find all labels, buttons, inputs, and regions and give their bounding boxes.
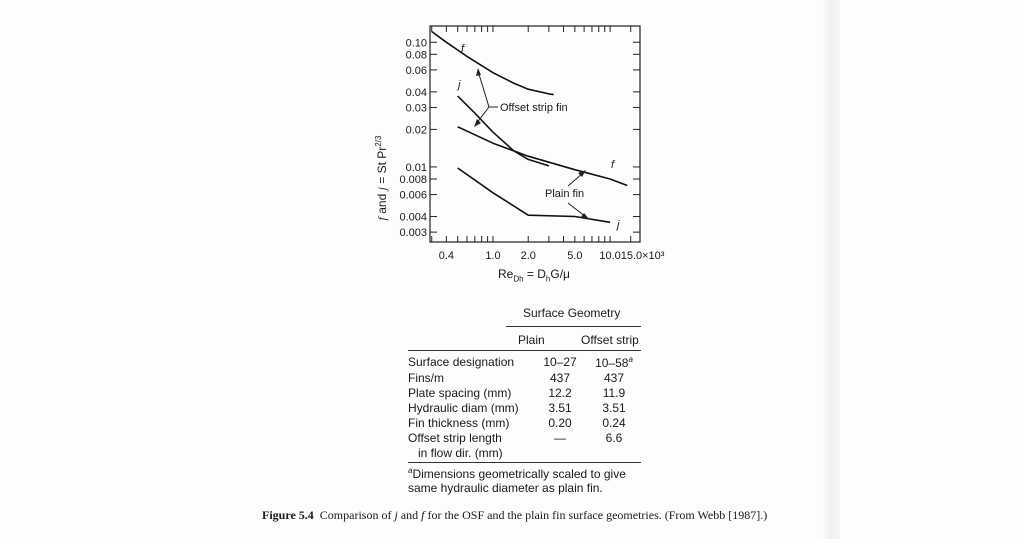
table-footnote-line2: same hydraulic diameter as plain fin. bbox=[408, 481, 603, 495]
y-tick-label: 0.04 bbox=[405, 86, 427, 99]
cell-offset-plate-spacing: 11.9 bbox=[602, 386, 626, 400]
annotation-offset-strip-fin: Offset strip fin bbox=[500, 102, 568, 114]
series-label-offset-f: f bbox=[461, 43, 465, 55]
y-tick-label: 0.06 bbox=[405, 64, 427, 77]
x-tick-label: 10.0 bbox=[599, 250, 621, 262]
x-tick-label: 0.4 bbox=[438, 250, 455, 262]
row-label-offset-strip-length: Offset strip length bbox=[408, 431, 502, 445]
y-tick-label: 0.003 bbox=[399, 227, 427, 240]
annotation-plain-fin: Plain fin bbox=[545, 188, 585, 200]
cell-plain-hydraulic-diam: 3.51 bbox=[548, 401, 572, 415]
offset-strip-f-line bbox=[432, 32, 554, 95]
y-tick-label: 0.01 bbox=[405, 161, 427, 174]
arrowhead-offset-j bbox=[474, 119, 481, 127]
figure-number: Figure 5.4 bbox=[262, 508, 314, 522]
row-label-plate-spacing: Plate spacing (mm) bbox=[408, 386, 512, 400]
row-label-surface-designation: Surface designation bbox=[408, 355, 515, 369]
x-tick-label: 5.0 bbox=[567, 250, 583, 262]
y-tick-label: 0.02 bbox=[405, 124, 427, 137]
cell-offset-fin-thickness: 0.24 bbox=[602, 416, 626, 430]
series-label-plain-f: f bbox=[611, 159, 615, 171]
cell-plain-surface-designation: 10–27 bbox=[543, 355, 577, 369]
y-tick-label: 0.006 bbox=[399, 189, 427, 202]
cell-offset-surface-designation: 10–58$^a$ bbox=[595, 355, 633, 370]
plain-fin-j-line bbox=[458, 168, 610, 222]
figure-caption: Figure 5.4 Comparison of j and f for the OSF and the plain fin surface geometries. (From Webb [1987].) bbox=[262, 508, 768, 522]
cell-offset-hydraulic-diam: 3.51 bbox=[602, 401, 626, 415]
row-label-offset-strip-length-cont: in flow dir. (mm) bbox=[418, 446, 503, 460]
y-tick-label: 0.10 bbox=[405, 37, 427, 50]
x-tick-label: 15.0×10³ bbox=[620, 250, 665, 262]
series-label-plain-j: j bbox=[617, 219, 620, 231]
x-tick-label: 2.0 bbox=[520, 250, 536, 262]
table-rule-top bbox=[506, 326, 641, 327]
cell-plain-offset-strip-length: — bbox=[554, 431, 566, 445]
y-tick-label: 0.004 bbox=[399, 211, 427, 224]
y-tick-label: 0.08 bbox=[405, 49, 427, 62]
cell-offset-offset-strip-length: 6.6 bbox=[605, 431, 623, 445]
row-label-fin-thickness: Fin thickness (mm) bbox=[408, 416, 510, 430]
x-tick-label: 1.0 bbox=[485, 250, 501, 262]
x-axis-label: $Re_{Dh} = D_hG/\mu$ bbox=[498, 267, 570, 284]
row-label-fins-per-m: Fins/m bbox=[408, 371, 444, 385]
table-rule-bottom bbox=[408, 462, 641, 463]
table-footnote-line1: $^a$Dimensions geometrically scaled to give bbox=[408, 466, 626, 481]
cell-plain-fins-per-m: 437 bbox=[549, 371, 571, 385]
cell-plain-plate-spacing: 12.2 bbox=[548, 386, 572, 400]
series-label-offset-j: j bbox=[458, 79, 461, 91]
y-tick-label: 0.03 bbox=[405, 102, 427, 115]
plain-fin-f-line bbox=[458, 127, 628, 186]
y-tick-label: 0.008 bbox=[399, 174, 427, 187]
table-title: Surface Geometry bbox=[523, 306, 621, 320]
column-header-offset-strip: Offset strip bbox=[581, 333, 639, 347]
row-label-hydraulic-diam: Hydraulic diam (mm) bbox=[408, 401, 519, 415]
cell-offset-fins-per-m: 437 bbox=[603, 371, 625, 385]
plot-frame bbox=[430, 26, 640, 242]
y-axis-label: f and j = St $Pr^{2/3}$ bbox=[374, 135, 389, 221]
column-header-plain: Plain bbox=[518, 333, 545, 347]
cell-plain-fin-thickness: 0.20 bbox=[548, 416, 572, 430]
arrowhead-offset-f bbox=[476, 68, 481, 76]
leader-offset-to-f bbox=[478, 71, 489, 107]
table-rule-header bbox=[408, 350, 641, 351]
